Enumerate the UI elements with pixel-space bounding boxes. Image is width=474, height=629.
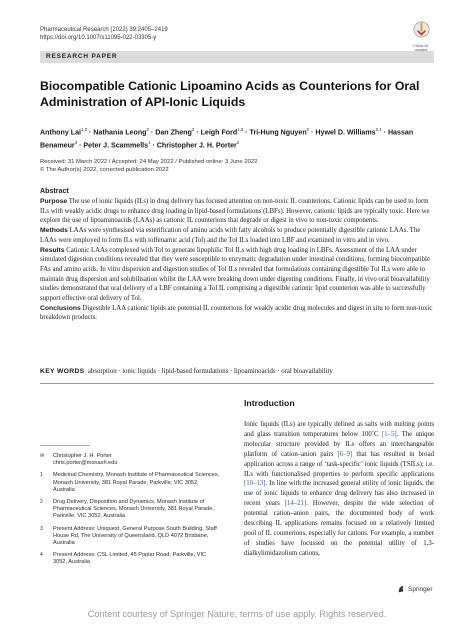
affiliation-item xyxy=(40,526,220,548)
affiliation-item xyxy=(40,552,220,566)
author-separator: · xyxy=(77,141,84,150)
intro-text-4: . In line with the increased general utility of ionic liquids, the use of ionic liquids to enhance drug delivery has also increased in recent years xyxy=(244,480,434,508)
author-name[interactable]: Nathania Leong xyxy=(93,128,147,137)
envelope-icon: ✉ xyxy=(40,453,45,459)
intro-text-5: . However, despite the wide selection of potential cation–anion pairs, the documented body of work describing IL applications remains focused on a relatively limited pool of IL counterions, especially for cations. For example, a number of studies have focussed on the potential utility of 1,3-dialkylimidazolium cations, xyxy=(244,500,434,557)
footnote-divider xyxy=(40,445,90,446)
author-separator: · xyxy=(150,141,157,150)
purpose-text: The use of ionic liquids (ILs) in drug delivery has focused attention on non-toxic IL counterions. Cationic lipids can be used to form ILs with weakly acidic drugs to enhance drug loading in lipid-based formulations (LBFs). However, cationic lipids are typically toxic. Here we explore the use of lipoaminoacids (LAAs) as cationic IL counterions that degrade or digest in vivo to non-toxic components. xyxy=(40,198,430,225)
introduction-heading: Introduction xyxy=(244,398,295,408)
citation-link[interactable]: [6–9] xyxy=(337,450,353,458)
abstract-conclusions xyxy=(40,304,434,323)
article-title: Biocompatible Cationic Lipoamino Acids as Counterions for Oral Administration of API-Ionic Liquids xyxy=(40,79,420,109)
springer-horse-icon xyxy=(397,585,405,593)
author-name[interactable]: Hassan Benameur xyxy=(40,128,414,150)
purpose-label: Purpose xyxy=(40,198,68,205)
author-affiliation-marker: 2 xyxy=(191,127,195,132)
abstract-heading: Abstract xyxy=(40,187,69,195)
methods-label: Methods xyxy=(40,227,68,235)
check-for-updates-label: Check for xyxy=(413,44,429,48)
affiliation-item xyxy=(40,499,220,521)
author-affiliation-marker: 2 xyxy=(306,127,310,132)
author-separator: · xyxy=(86,128,94,137)
author-affiliation-marker: 1 xyxy=(148,139,151,145)
author-affiliation-marker: 2 xyxy=(236,139,240,145)
introduction-body xyxy=(244,420,434,559)
author-separator: · xyxy=(194,128,201,137)
publication-dates: Received: 31 March 2022 / Accepted: 24 May 2022 / Published online: 3 June 2022 xyxy=(40,159,258,165)
author-name[interactable]: Peter J. Scammells xyxy=(83,141,149,150)
methods-text: LAAs were synthesised via esterification of amino acids with fatty alcohols to produce potentially digestible cationic LAAs. The LAAs were employed to form ILs with tolfenamic acid (Tol) and the Tol ILs loaded into LBF and examined in vitro and in vivo. xyxy=(40,227,421,244)
author-name[interactable]: Leigh Ford xyxy=(200,128,238,137)
results-text: Cationic LAAs complexed with Tol to generate lipophilic Tol ILs with high drug loading in LBFs. Assessment of the LAA under simulated digestion conditions revealed that they were susceptible to enzymatic degradation under intestinal conditions, forming biocompatible FAs and amino acids. In vitro dispersion and digestion studies of Tol ILs revealed that formulations containing digestible Tol ILs were able to maintain drug dispersion and solubilisation whilst the LAA were breaking down under digesting conditions. Finally, in vivo oral bioavailability studies demonstrated that oral delivery of a LBF containing a Tol IL comprising a digestible cationic lipid counterion was able to successfully support effective oral delivery of Tol. xyxy=(40,246,430,303)
affiliation-text: Medicinal Chemistry, Monash Institute of Pharmaceutical Sciences, Monash University, 381 Royal Parade, Parkville, VIC 3052, Australia xyxy=(53,472,220,493)
citation-link[interactable]: [1–5] xyxy=(381,430,397,438)
citation-link[interactable]: [10–13] xyxy=(244,480,266,488)
author-affiliation-marker: 1,2 xyxy=(80,127,87,132)
author-separator: · xyxy=(243,128,250,137)
courtesy-footer: Content courtesy of Springer Nature, terms of use apply. Rights reserved. xyxy=(87,609,387,619)
intro-text-1: Ionic liquids (ILs) are typically defined as salts with melting points and glass transition temperatures below 100˚C xyxy=(244,421,434,438)
publisher-name: Springer xyxy=(408,585,433,593)
affiliation-number: 3 xyxy=(40,525,43,532)
intro-text-2: . The unique molecular structure provided by ILs offers an interchangeable platform of cation–anion pairs xyxy=(244,430,434,458)
contact-email[interactable]: chris.porter@monash.edu xyxy=(53,460,118,467)
keywords xyxy=(40,367,434,376)
author-separator: · xyxy=(309,128,316,137)
keywords-text: absorption · ionic liquids · lipid-based formulations · lipoaminoacids · oral bioavailability xyxy=(87,368,333,375)
check-for-updates-icon xyxy=(413,21,430,38)
abstract-body xyxy=(40,197,434,323)
author-name[interactable]: Christopher J. H. Porter xyxy=(156,141,237,150)
affiliation-number: 1 xyxy=(40,472,43,479)
author-affiliation-marker: 2,4 xyxy=(375,127,382,132)
author-separator: · xyxy=(148,128,156,137)
affiliation-item xyxy=(40,472,220,494)
conclusions-label: Conclusions xyxy=(40,304,81,312)
corresponding-author-block xyxy=(40,445,220,572)
intro-text-3: that has resulted in broad application across a range of ‘task-specific’ ionic liquids (TSILs); i.e. ILs with functionalised properties to perform specific applications xyxy=(244,450,435,478)
citation-link[interactable]: [14–21] xyxy=(284,500,307,508)
abstract-purpose xyxy=(40,197,434,226)
author-name[interactable]: Tri-Hung Nguyen xyxy=(249,128,307,137)
affiliation-text: Present Address: CSL Limited, 45 Poplar Road, Parkville, VIC 3052, Australia xyxy=(53,552,207,566)
affiliation-text: Drug Delivery, Disposition and Dynamics, Monash Institute of Pharmaceutical Sciences, Monash University, 381 Royal Parade, Parkville, VIC 3052, Australia xyxy=(53,499,214,520)
affiliation-number: 4 xyxy=(40,552,43,559)
author-separator: · xyxy=(381,128,388,137)
journal-reference: Pharmaceutical Research (2022) 39:2405–2419 xyxy=(40,27,168,33)
affiliation-list xyxy=(40,472,220,566)
contact-name: Christopher J. H. Porter xyxy=(53,453,112,459)
abstract-methods xyxy=(40,226,434,245)
publisher-logo xyxy=(397,585,433,593)
conclusions-text: Digestible LAA cationic lipids are potential IL counterions for weakly acidic drug molecules and digest in situ to form non-toxic breakdown products. xyxy=(40,304,433,322)
publication-history xyxy=(40,158,434,174)
check-for-updates-badge[interactable] xyxy=(408,21,434,52)
article-type: RESEARCH PAPER xyxy=(46,53,118,60)
author-affiliation-marker: 2 xyxy=(146,127,149,132)
author-list xyxy=(40,125,434,151)
abstract-results xyxy=(40,246,434,304)
keywords-label: KEY WORDS xyxy=(40,368,85,375)
doi-link[interactable]: https://doi.org/10.1007/s11095-022-03305-y xyxy=(40,35,157,41)
contact-entry xyxy=(40,453,220,467)
author-name[interactable]: Hywel D. Williams xyxy=(315,128,376,137)
article-type-bar xyxy=(40,51,434,63)
author-affiliation-marker: 4 xyxy=(74,139,78,145)
results-label: Results xyxy=(40,246,65,254)
author-affiliation-marker: 1,3 xyxy=(237,127,244,132)
author-name[interactable]: Dan Zheng xyxy=(155,128,192,137)
section-divider xyxy=(40,383,434,384)
copyright-line: © The Author(s) 2022, corrected publication 2022 xyxy=(40,167,169,174)
author-name[interactable]: Anthony Lai xyxy=(40,128,81,137)
affiliation-text: Present Address: Uniquest, General Purpose South Building, Staff House Rd, The University of Queensland, QLD 4072 Brisbane, Australia xyxy=(53,525,217,547)
affiliation-number: 2 xyxy=(40,499,43,506)
journal-citation xyxy=(40,26,168,42)
